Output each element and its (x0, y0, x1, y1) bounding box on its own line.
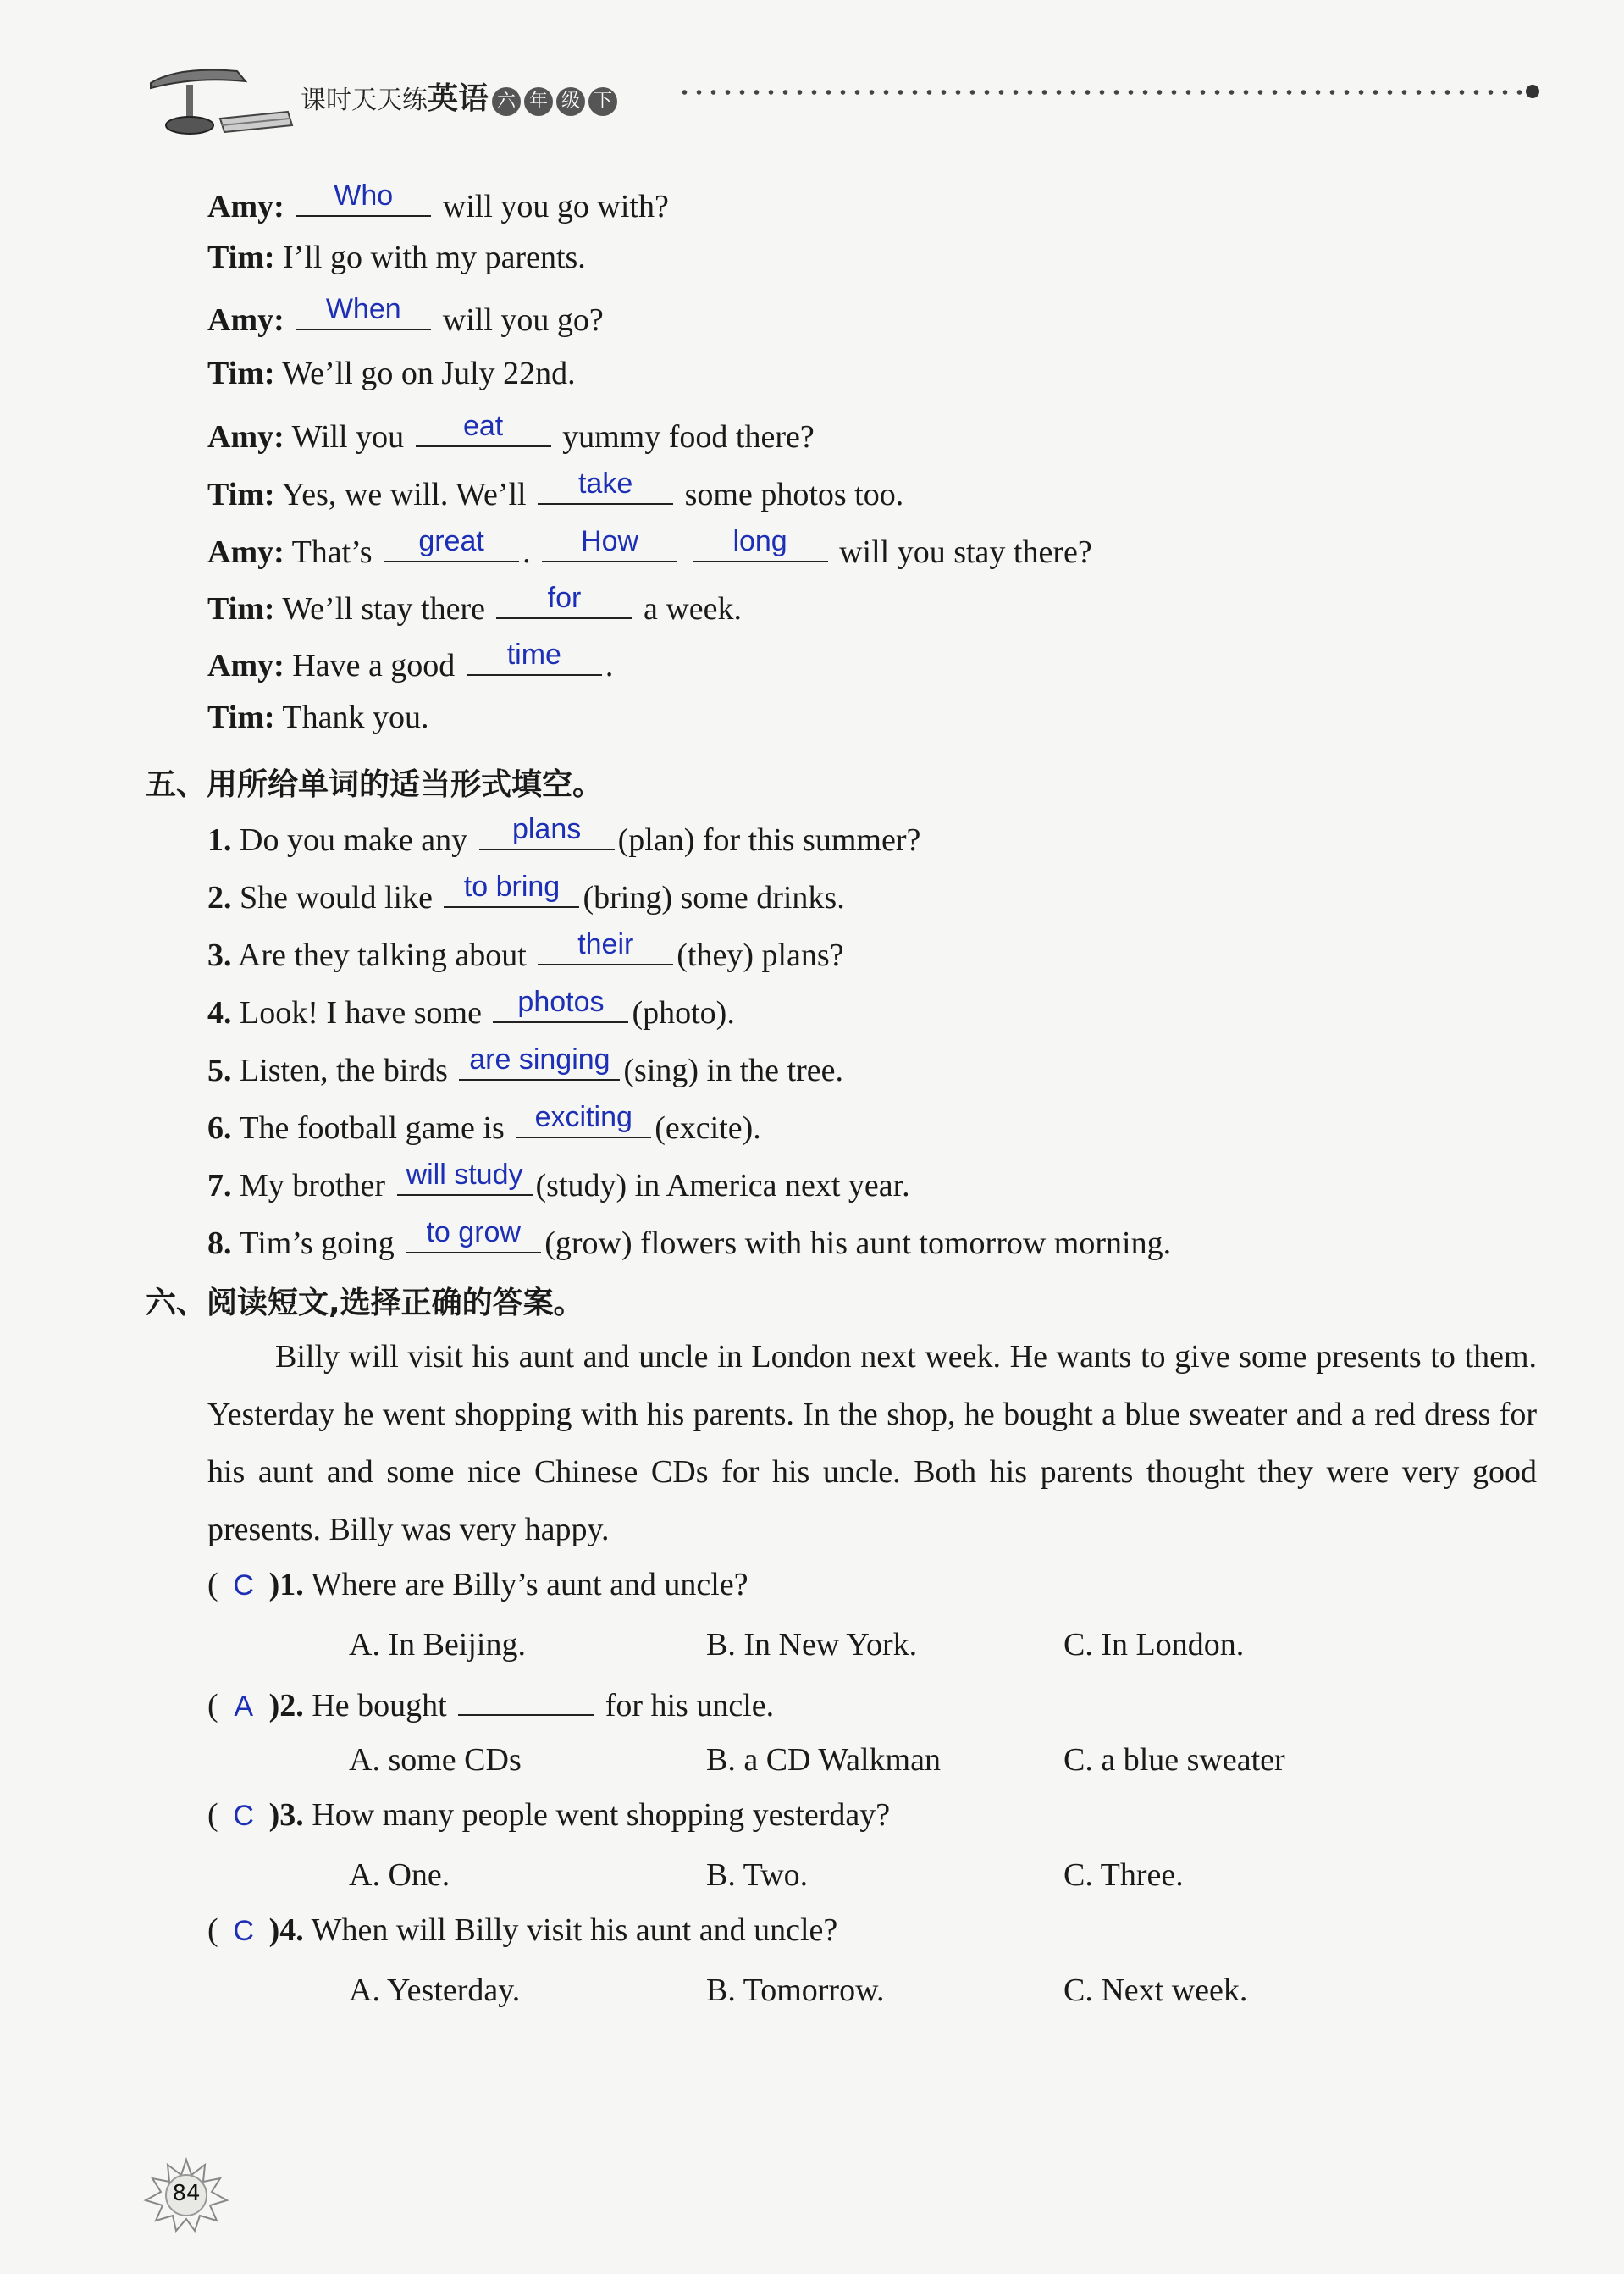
header-title (301, 75, 617, 118)
subject-title: 英语 (428, 81, 489, 116)
option-a: A. some CDs (349, 1742, 522, 1778)
answer-text: eat (462, 410, 504, 442)
exercise-item (207, 813, 921, 858)
grade-badge: 级 (556, 87, 585, 116)
exercise-item (207, 1216, 1172, 1261)
dialogue-line (207, 582, 743, 627)
speaker: Tim: (207, 591, 275, 627)
question-blank (458, 1684, 594, 1716)
answer-blank (296, 180, 431, 217)
speaker: Amy: (207, 648, 284, 683)
answer-text: take (577, 468, 633, 500)
speaker: Tim: (207, 356, 275, 391)
choice-answer: C (233, 1569, 254, 1602)
choice-answer: C (233, 1915, 254, 1947)
exercise-item (207, 928, 844, 973)
dialogue-line (207, 241, 586, 274)
item-text: (grow) flowers with his aunt tomorrow morning. (544, 1226, 1172, 1261)
dialogue-line (207, 180, 669, 224)
item-number: 6. (207, 1110, 232, 1146)
option-a: A. One. (349, 1857, 450, 1893)
item-text: (photo). (632, 995, 735, 1031)
answer-text: photos (517, 986, 605, 1018)
option-c: C. Three. (1063, 1857, 1184, 1893)
question-number: )3. (268, 1797, 304, 1833)
item-number: 1. (207, 822, 232, 858)
answer-blank (493, 986, 628, 1023)
question-text: Where are Billy’s aunt and uncle? (311, 1567, 748, 1602)
answer-blank (296, 293, 431, 330)
answer-text: How (581, 525, 639, 557)
question-text: When will Billy visit his aunt and uncle? (311, 1912, 838, 1948)
item-number: 5. (207, 1053, 232, 1088)
question: ( A )2. He bought for his uncle. (207, 1684, 774, 1722)
answer-text: When (325, 293, 401, 325)
answer-text: time (506, 639, 561, 671)
item-text: Listen, the birds (240, 1053, 448, 1088)
exercise-item (207, 986, 735, 1031)
line-text: . (605, 648, 614, 683)
answer-text: their (577, 928, 634, 960)
answer-text: will study (406, 1159, 523, 1191)
item-number: 4. (207, 995, 232, 1031)
answer-blank (479, 813, 615, 850)
item-number: 8. (207, 1226, 232, 1261)
section-6-title: 六、阅读短文,选择正确的答案。 (146, 1286, 584, 1320)
option-b: B. Two. (706, 1857, 809, 1893)
page-number: 84 (172, 2181, 201, 2206)
item-text: Do you make any (240, 822, 468, 858)
line-text: We’ll stay there (282, 591, 485, 627)
speaker: Tim: (207, 477, 275, 512)
answer-blank (496, 582, 632, 619)
line-text: yummy food there? (562, 419, 815, 455)
line-text: will you go? (442, 302, 604, 338)
speaker: Amy: (207, 189, 284, 224)
item-text: (study) in America next year. (535, 1168, 910, 1203)
answer-text: great (418, 525, 484, 557)
speaker: Tim: (207, 240, 275, 275)
choice-answer: C (233, 1800, 254, 1832)
dialogue-line (207, 639, 614, 683)
answer-blank (384, 525, 519, 562)
option-b: B. Tomorrow. (706, 1972, 885, 2008)
option-b: B. a CD Walkman (706, 1742, 941, 1778)
speaker: Amy: (207, 302, 284, 338)
option-c: C. a blue sweater (1063, 1742, 1285, 1778)
line-text: Have a good (292, 648, 456, 683)
option-a: A. In Beijing. (349, 1627, 526, 1663)
exercise-item (207, 1101, 761, 1146)
answer-blank (538, 468, 673, 505)
line-text: Yes, we will. We’ll (281, 477, 527, 512)
item-text: My brother (240, 1168, 386, 1203)
speaker: Amy: (207, 534, 284, 570)
answer-blank (538, 928, 673, 965)
line-text: will you go with? (442, 189, 669, 224)
exercise-item (207, 1043, 843, 1088)
answer-blank (516, 1101, 651, 1138)
answer-text: to bring (463, 871, 561, 903)
line-text: some photos too. (684, 477, 904, 512)
answer-text: are singing (469, 1043, 610, 1076)
grade-badge: 下 (588, 87, 617, 116)
item-text: (sing) in the tree. (623, 1053, 843, 1088)
answer-text: long (732, 525, 787, 557)
dialogue-line (207, 357, 576, 390)
choice-answer: A (234, 1690, 253, 1723)
answer-blank (416, 410, 551, 447)
item-text: Are they talking about (237, 938, 527, 973)
line-text: will you stay there? (839, 534, 1092, 570)
answer-text: for (547, 582, 582, 614)
item-text: The football game is (239, 1110, 505, 1146)
exercise-item (207, 871, 845, 916)
section-5-title: 五、用所给单词的适当形式填空。 (146, 767, 604, 802)
question-number: )4. (268, 1912, 304, 1948)
exercise-item (207, 1159, 910, 1203)
page-number-badge (135, 2151, 237, 2236)
line-text: a week. (643, 591, 743, 627)
line-text: We’ll go on July 22nd. (282, 356, 576, 391)
answer-text: to grow (426, 1216, 521, 1248)
question: ( C )3. How many people went shopping yesterday? (207, 1797, 891, 1833)
question: ( C )1. Where are Billy’s aunt and uncle? (207, 1567, 748, 1602)
speaker: Tim: (207, 700, 275, 735)
item-text: Look! I have some (240, 995, 482, 1031)
answer-text: plans (511, 813, 582, 845)
answer-blank (397, 1159, 533, 1196)
item-text: Tim’s going (239, 1226, 395, 1261)
line-text: Will you (291, 419, 405, 455)
series-title: 课时天天练 (301, 86, 428, 115)
option-a: A. Yesterday. (349, 1972, 521, 2008)
dot-end (1526, 85, 1539, 98)
line-text: Thank you. (282, 700, 429, 735)
option-c: C. Next week. (1063, 1972, 1248, 2008)
dialogue-line (207, 293, 604, 338)
answer-blank (467, 639, 602, 676)
item-text: (plan) for this summer? (617, 822, 921, 858)
question-text: How many people went shopping yesterday? (312, 1797, 891, 1833)
dialogue-line (207, 468, 904, 512)
item-text: (excite). (655, 1110, 761, 1146)
dialogue-line (207, 525, 1092, 570)
grade-badge: 年 (524, 87, 553, 116)
option-b: B. In New York. (706, 1627, 918, 1663)
question-text: for his uncle. (605, 1688, 775, 1723)
option-c: C. In London. (1063, 1627, 1245, 1663)
item-text: (they) plans? (677, 938, 844, 973)
line-text: That’s (291, 534, 373, 570)
line-text: I’ll go with my parents. (283, 240, 586, 275)
dotted-rule (677, 90, 1524, 95)
dialogue-line (207, 410, 815, 455)
question-number: )2. (268, 1688, 304, 1723)
answer-text: Who (334, 180, 394, 212)
item-number: 3. (207, 938, 232, 973)
item-number: 7. (207, 1168, 232, 1203)
reading-passage: Billy will visit his aunt and uncle in London next week. He wants to give some presents to them. Yesterday he went shopping with his parents. In the shop, he bought a blue sweater and a red dress for his aunt and some nice Chinese CDs for his uncle. Both his parents thought they were very good presents. Billy was very happy. (207, 1339, 1537, 1547)
answer-blank (459, 1043, 620, 1081)
desk-lamp-icon (144, 59, 296, 144)
answer-blank (444, 871, 579, 908)
item-text: She would like (240, 880, 433, 916)
question: ( C )4. When will Billy visit his aunt and uncle? (207, 1912, 838, 1948)
answer-blank (693, 525, 828, 562)
answer-text: exciting (534, 1101, 632, 1133)
item-number: 2. (207, 880, 232, 916)
answer-blank (542, 525, 677, 562)
item-text: (bring) some drinks. (583, 880, 845, 916)
grade-badge: 六 (492, 87, 521, 116)
dialogue-line (207, 701, 428, 733)
question-number: )1. (268, 1567, 304, 1602)
answer-blank (406, 1216, 541, 1253)
question-text: He bought (312, 1688, 447, 1723)
page-header (135, 59, 1558, 144)
speaker: Amy: (207, 419, 284, 455)
line-text: . (522, 534, 531, 570)
